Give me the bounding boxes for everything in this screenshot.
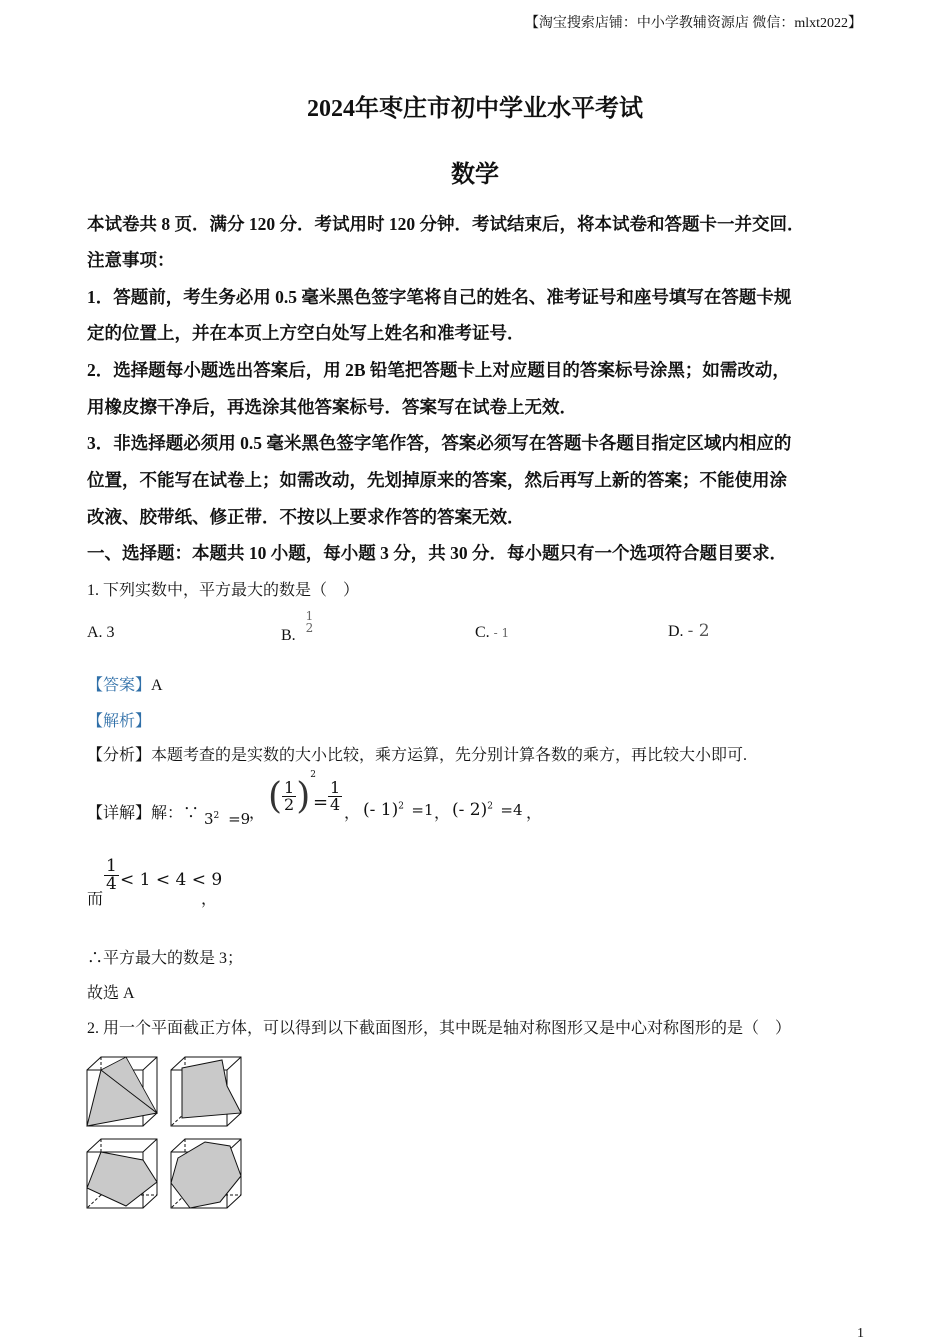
intro-line-3: 1．答题前，考生务必用 0.5 毫米黑色签字笔将自己的姓名、准考证号和座号填写在答题卡规 <box>87 287 792 307</box>
q1-option-d-label: D. <box>668 623 684 640</box>
intro-line-7: 3．非选择题必须用 0.5 毫米黑色签字笔作答，答案必须写在答题卡各题目指定区域内相应的 <box>87 433 792 453</box>
fraction-denominator: 2 <box>305 621 314 635</box>
eq-rhs: =1 <box>411 801 434 819</box>
eq-neg-two-squared <box>452 800 523 820</box>
q1-option-c-value: - 1 <box>493 626 510 640</box>
eq-separator-4: ， <box>526 805 543 822</box>
fenxi-tag: 【分析】 <box>87 747 152 764</box>
cmp-fraction <box>104 858 119 893</box>
detail-prefix: 解：∵ <box>151 805 200 822</box>
cube-figure-a <box>86 1056 158 1128</box>
q1-option-b-fraction <box>304 610 316 634</box>
intro-line-1: 本试卷共 8 页．满分 120 分．考试用时 120 分钟．考试结束后，将本试卷和答题卡一并交回． <box>87 214 805 234</box>
eq-quarter-fraction <box>328 780 342 813</box>
page-number: 1 <box>857 1326 864 1341</box>
header-note: 【淘宝搜索店铺：中小学教辅资源店 微信：mlxt2022】 <box>524 16 862 31</box>
detail-tag: 【详解】 <box>87 805 152 822</box>
eq-exponent: 2 <box>398 801 404 812</box>
eq-separator-1: ， <box>249 805 266 822</box>
paren-right: ) <box>296 776 311 817</box>
q1-fenxi <box>87 742 747 765</box>
section-heading: 一、选择题：本题共 10 小题，每小题 3 分，共 30 分．每小题只有一个选项符合题目要求． <box>87 543 787 563</box>
eq-exponent: 2 <box>310 769 317 780</box>
eq-separator-2: ， <box>344 805 361 822</box>
q1-answer <box>87 672 163 695</box>
analysis-tag: 【解析】 <box>87 713 152 730</box>
eq-rhs: =9 <box>228 810 251 828</box>
cube-figure-c <box>86 1138 158 1210</box>
intro-line-8: 位置，不能写在试卷上；如需改动，先划掉原来的答案，然后再写上新的答案；不能使用涂 <box>87 470 787 490</box>
eq-3-squared <box>204 810 250 828</box>
eq-quarter <box>328 780 342 813</box>
paren-left: ( <box>268 776 283 817</box>
intro-line-4: 定的位置上，并在本页上方空白处写上姓名和准考证号． <box>87 323 525 343</box>
fraction-denominator: 4 <box>330 795 341 814</box>
eq-equals: = <box>313 792 329 813</box>
eq-exponent: 2 <box>487 801 493 812</box>
cube-figure-b <box>170 1056 242 1128</box>
q1-detail-tag <box>87 800 199 823</box>
exam-title: 2024年枣庄市初中学业水平考试 <box>307 96 643 122</box>
q1-stem: 1. 下列实数中，平方最大的数是（ ） <box>87 582 360 599</box>
eq-rhs: =4 <box>500 801 523 819</box>
subject-title: 数学 <box>451 162 499 188</box>
q1-choose: 故选 A <box>87 985 135 1002</box>
q2-stem: 2. 用一个平面截正方体，可以得到以下截面图形，其中既是轴对称图形又是中心对称图形的是（ ） <box>87 1020 792 1037</box>
fraction-numerator: 1 <box>106 856 117 876</box>
q1-conclusion: ∴平方最大的数是 3； <box>87 950 244 967</box>
intro-line-5: 2．选择题每小题选出答案后，用 2B 铅笔把答题卡上对应题目的答案标号涂黑；如需改动， <box>87 360 790 380</box>
q1-option-d <box>668 621 710 641</box>
q1-option-c-label: C. <box>475 624 490 641</box>
q1-option-d-value: - 2 <box>687 621 710 641</box>
eq-half-fraction <box>282 780 296 813</box>
fraction-numerator: 1 <box>330 778 341 797</box>
fraction-denominator: 4 <box>106 874 117 894</box>
q1-option-b-label: B. <box>281 626 296 644</box>
q1-option-c <box>475 624 509 642</box>
answer-tag: 【答案】 <box>87 677 152 694</box>
fraction-denominator: 2 <box>284 795 295 814</box>
cmp-tail: ， <box>201 891 218 908</box>
eq-separator-3: ， <box>434 805 451 822</box>
eq-base: (- 2) <box>452 800 488 820</box>
cube-figure-d <box>170 1138 242 1210</box>
fenxi-text: 本题考查的是实数的大小比较，乘方运算，先分别计算各数的乘方，再比较大小即可. <box>151 747 748 764</box>
eq-half-squared <box>268 769 317 817</box>
cmp-rest: < 1 < 4 < 9 <box>120 870 223 890</box>
cmp-quarter <box>104 858 119 893</box>
q1-option-a: A. 3 <box>87 624 115 641</box>
q1-option-b <box>281 609 315 644</box>
eq-neg-one-squared <box>363 800 434 820</box>
eq-base: 3 <box>204 810 214 828</box>
fraction-numerator: 1 <box>305 609 314 623</box>
er-label: 而 <box>87 891 104 908</box>
eq-exponent: 2 <box>213 811 220 821</box>
fraction-numerator: 1 <box>284 778 295 797</box>
intro-line-6: 用橡皮擦干净后，再选涂其他答案标号．答案写在试卷上无效． <box>87 397 577 417</box>
intro-line-2: 注意事项： <box>87 250 175 270</box>
eq-base: (- 1) <box>363 800 399 820</box>
answer-value: A <box>151 677 163 694</box>
intro-line-9: 改液、胶带纸、修正带．不按以上要求作答的答案无效． <box>87 507 525 527</box>
